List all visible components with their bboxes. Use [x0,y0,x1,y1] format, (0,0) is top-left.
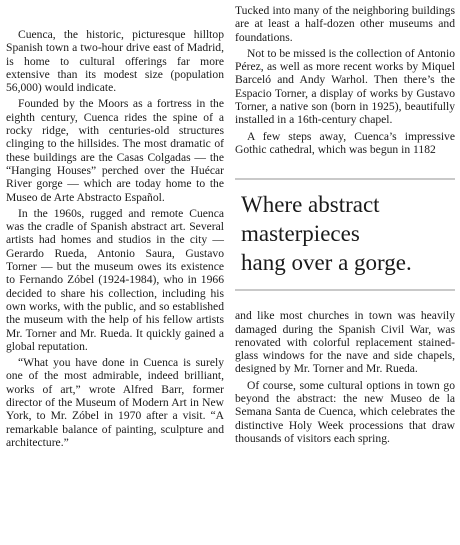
article-paragraph: Tucked into many of the neighboring buildings are at least a half-dozen other museums and foundations. [235,4,455,44]
article-right-column [235,4,455,448]
article-paragraph: In the 1960s, rugged and remote Cuenca was the cradle of Spanish abstract art. Several artists had homes and studios in the city — Gerardo Rueda, Antonio Saura, Gustavo Torner — but the museum owes its existence to Fernando Zóbel (1924-1984), who in 1966 decided to share his collection, including his own works, with the public, and so established the museum with the help of his fellow artists Mr. Torner and Mr. Rueda. It quickly gained a global reputation. [6,206,224,353]
article-paragraph: Not to be missed is the collection of Antonio Pérez, as well as more recent works by Miquel Barceló and Andy Warhol. Then there’s the Espacio Torner, a display of works by Gustavo Torner, a native son (born in 1925), beautifully installed in a 16th-century chapel. [235,46,455,127]
pull-quote-top-rule [235,178,455,180]
article-paragraph: and like most churches in town was heavily damaged during the Spanish Civil War, was renovated with colorful replacement stained-glass windows for the nave and side chapels, designed by Mr. Torner and Mr. Rueda. [235,309,455,376]
article-paragraph: A few steps away, Cuenca’s impressive Gothic cathedral, which was begun in 1182 [235,129,455,156]
article-paragraph: Founded by the Moors as a fortress in the eighth century, Cuenca rides the spine of a rocky ridge, with centuries-old structures clinging to the hillsides. The most dramatic of these buildings are the Casas Colgadas — the “Hanging Houses” perched over the Huécar River gorge — which are today home to the Museo de Arte Abstracto Español. [6,97,224,204]
pull-quote [235,166,455,301]
article-left-column [6,28,224,452]
article-paragraph: Of course, some cultural options in town go beyond the abstract: the new Museo de la Semana Santa de Cuenca, which celebrates the distinctive Holy Week processions that draw thousands of visitors each spring. [235,378,455,445]
article-paragraph: “What you have done in Cuenca is surely one of the most admirable, indeed brilliant, works of art,” wrote Alfred Barr, former director of the Museum of Modern Art in New York, to Mr. Zóbel in 1970 after a visit. “A remarkable balance of painting, sculpture and architecture.” [6,356,224,449]
pull-quote-line: masterpieces [241,221,360,247]
pull-quote-line: hang over a gorge. [241,250,412,276]
pull-quote-line: Where abstract [241,192,380,218]
article-paragraph: Cuenca, the historic, picturesque hilltop Spanish town a two-hour drive east of Madrid, is home to cultural offerings far more extensive than its modest size (population 56,000) would indicate. [6,28,224,95]
pull-quote-bottom-rule [235,289,455,291]
